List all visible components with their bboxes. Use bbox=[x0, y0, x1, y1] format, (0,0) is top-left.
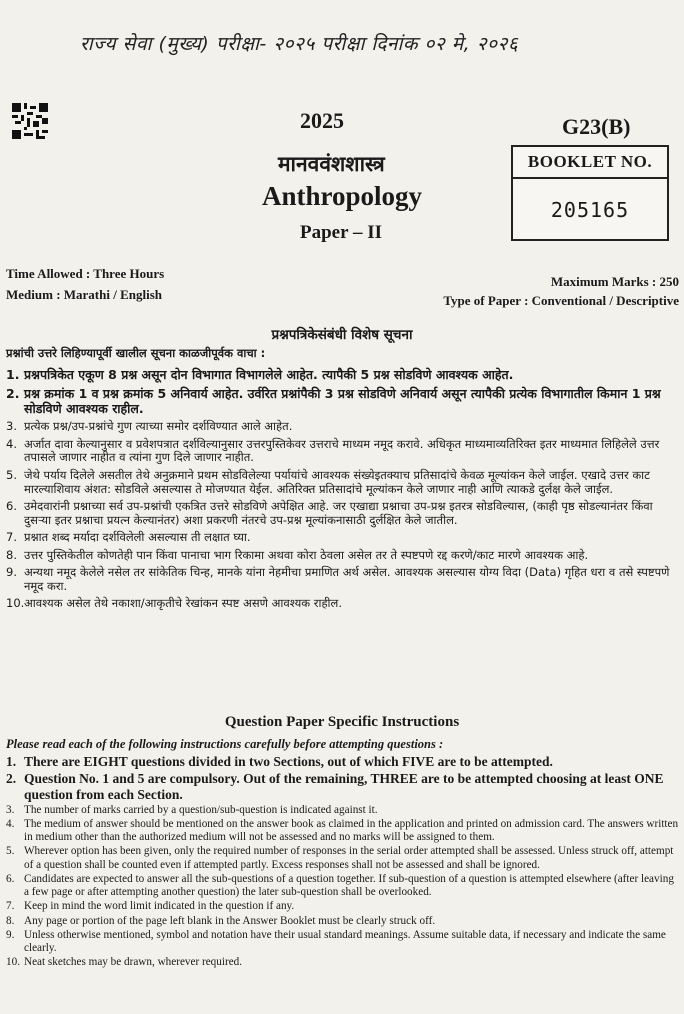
list-item: 6. उमेदवारांनी प्रश्नाच्या सर्व उप-प्रश्नांची एकत्रित उत्तरे सोडविणे अपेक्षित आहे. जर एखाद्या प्रश्नाचा उप-प्रश्न इतरत्र सोडविल्यास, (काही पृष्ठ सोडल्यानंतर किंवा दुसऱ्या इतर प्रश्नाचा प्रयत्न केल्यानंतर) अशा प्रकरणी नंतरचे उप-प्रश्न मूल्यांकनासाठी दुर्लक्षित केले जातील. bbox=[6, 499, 653, 527]
list-item: 3. प्रत्येक प्रश्न/उप-प्रश्नांचे गुण त्याच्या समोर दर्शविण्यात आले आहेत. bbox=[6, 419, 293, 434]
handwritten-exam-note: राज्य सेवा (मुख्य) परीक्षा- २०२५ परीक्षा दिनांक ०२ मे, २०२६ bbox=[80, 33, 519, 55]
subject-title-marathi: मानववंशशास्त्र bbox=[278, 152, 385, 176]
paper-type: Type of Paper : Conventional / Descriptive bbox=[443, 293, 679, 308]
marathi-instructions-lead: प्रश्नांची उत्तरे लिहिण्यापूर्वी खालील सूचना काळजीपूर्वक वाचा : bbox=[6, 346, 266, 360]
list-item: 7. Keep in mind the word limit indicated in the question if any. bbox=[6, 900, 295, 913]
subject-title-english: Anthropology bbox=[262, 181, 423, 211]
qr-code-icon bbox=[12, 103, 48, 139]
list-item: 6. Candidates are expected to answer all the sub-questions of a question together. If sub-question of a question is attempted elsewhere (after leaving a few page or after attempting another question) the later sub-question shall be overlooked. bbox=[6, 872, 674, 899]
list-item: 2. प्रश्न क्रमांक 1 व प्रश्न क्रमांक 5 अनिवार्य आहेत. उर्वरित प्रश्नांपैकी 3 प्रश्न सोडविणे अनिवार्य असून त्यापैकी प्रत्येक विभागातील किमान 1 प्रश्न सोडविणे आवश्यक राहील. bbox=[6, 385, 661, 416]
booklet-label: BOOKLET NO. bbox=[513, 147, 667, 179]
list-item: 1. There are EIGHT questions divided in two Sections, out of which FIVE are to be attempted. bbox=[6, 754, 553, 769]
list-item: 8. Any page or portion of the page left blank in the Answer Booklet must be clearly struck off. bbox=[6, 914, 436, 927]
list-item: 10. Neat sketches may be drawn, wherever required. bbox=[6, 956, 243, 969]
list-item: 5. Wherever option has been given, only the required number of responses in the serial order attempted shall be assessed. Unless struck off, attempt of a question shall be counted even if attempted partly. Excess responses shall not be assessed and shall be ignored. bbox=[6, 845, 674, 871]
list-item: 10. आवश्यक असेल तेथे नकाशा/आकृतीचे रेखांकन स्पष्ट असणे आवश्यक राहील. bbox=[6, 596, 342, 611]
list-item: 7. प्रश्नात शब्द मर्यादा दर्शविलेली असल्यास ती लक्षात घ्या. bbox=[6, 530, 251, 545]
list-item: 1. प्रश्नपत्रिकेत एकूण 8 प्रश्न असून दोन विभागात विभागलेले आहेत. त्यापैकी 5 प्रश्न सोडविणे आवश्यक आहेत. bbox=[6, 367, 514, 382]
english-instructions-lead: Please read each of the following instructions carefully before attempting questions : bbox=[6, 737, 444, 751]
medium: Medium : Marathi / English bbox=[6, 287, 163, 302]
booklet-number-box bbox=[511, 145, 669, 241]
list-item: 2. Question No. 1 and 5 are compulsory. Out of the remaining, THREE are to be attempted choosing at least ONE question from each Section. bbox=[6, 770, 664, 802]
maximum-marks: Maximum Marks : 250 bbox=[550, 274, 679, 289]
list-item: 4. अर्जात दावा केल्यानुसार व प्रवेशपत्रात दर्शविल्यानुसार उत्तरपुस्तिकेवर उत्तराचे माध्यम नमूद करावे. अधिकृत माध्यमाव्यतिरिक्त इतर माध्यमात लिहिलेले उत्तर तपासले जाणार नाहीत व त्यांना गुण दिले जाणार नाहीत. bbox=[6, 436, 660, 465]
english-instructions-list bbox=[6, 754, 680, 970]
list-item: 4. The medium of answer should be mentioned on the answer book as claimed in the application and printed on admission card. The answers written in medium other than the authorized medium will not be assessed and no marks will be assigned to them. bbox=[6, 817, 679, 844]
series-code: G23(B) bbox=[562, 114, 631, 139]
list-item: 9. अन्यथा नमूद केलेले नसेल तर सांकेतिक चिन्ह, मानके यांना नेहमीचा प्रमाणित अर्थ असेल. आवश्यक असल्यास योग्य विदा (Data) गृहित धरा व तसे स्पष्टपणे नमूद करा. bbox=[6, 565, 670, 593]
list-item: 9. Unless otherwise mentioned, symbol and notation have their usual standard meanings. Assume suitable data, if necessary and indicate the same clearly. bbox=[6, 928, 666, 954]
booklet-number: 205165 bbox=[550, 198, 630, 222]
list-item: 3. The number of marks carried by a question/sub-question is indicated against it. bbox=[6, 803, 378, 816]
list-item: 5. जेथे पर्याय दिलेले असतील तेथे अनुक्रमाने प्रथम सोडविलेल्या पर्यायांचे आवश्यक संख्येइतक्याच प्रतिसादांचे केवळ मूल्यांकन केले जाईल. एखादे उत्तर काट मारल्याशिवाय अंशत: सोडविले असल्यास ते मोजण्यात येईल. अतिरिक्त प्रतिसादांचे मूल्यांकन केले जाणार नाही आणि त्याकडे दुर्लक्ष केले जाईल. bbox=[6, 467, 650, 496]
paper-number: Paper – II bbox=[300, 222, 382, 243]
marathi-instructions-list bbox=[6, 368, 680, 615]
english-instructions-heading: Question Paper Specific Instructions bbox=[224, 714, 460, 730]
marathi-instructions-heading: प्रश्नपत्रिकेसंबंधी विशेष सूचना bbox=[271, 327, 413, 343]
time-allowed: Time Allowed : Three Hours bbox=[6, 266, 165, 281]
exam-year: 2025 bbox=[300, 108, 344, 133]
list-item: 8. उत्तर पुस्तिकेतील कोणतेही पान किंवा पानाचा भाग रिकामा अथवा कोरा ठेवला असेल तर ते स्पष्टपणे रद्द करणे/काट मारणे आवश्यक आहे. bbox=[6, 547, 589, 562]
